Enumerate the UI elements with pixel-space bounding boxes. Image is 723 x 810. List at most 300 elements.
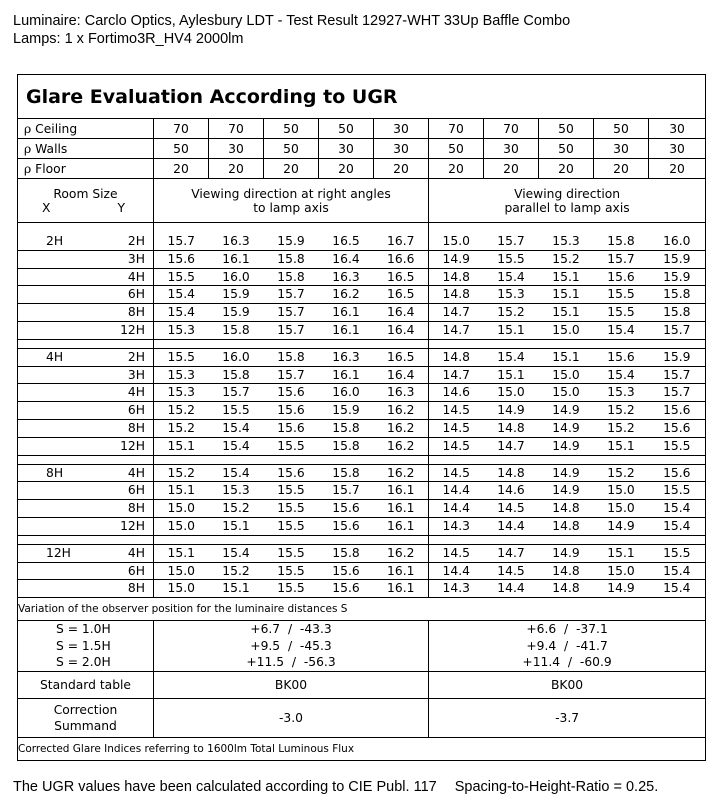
ugr-value: 15.2 bbox=[209, 562, 264, 580]
spacer-cell bbox=[154, 455, 429, 464]
ugr-value: 15.7 bbox=[649, 321, 706, 339]
ugr-value: 15.6 bbox=[319, 562, 374, 580]
ugr-value: 15.9 bbox=[209, 286, 264, 304]
ugr-value: 16.2 bbox=[374, 544, 429, 562]
ugr-value: 15.1 bbox=[484, 366, 539, 384]
ugr-value: 14.5 bbox=[429, 437, 484, 455]
ugr-value: 15.5 bbox=[264, 437, 319, 455]
ugr-value: 15.6 bbox=[649, 402, 706, 420]
room-y-cell: 4H bbox=[86, 544, 154, 562]
ugr-value: 15.6 bbox=[264, 464, 319, 482]
ugr-value: 15.6 bbox=[319, 500, 374, 518]
ugr-value: 15.9 bbox=[209, 304, 264, 322]
ugr-row bbox=[18, 437, 706, 455]
ugr-value: 14.8 bbox=[484, 419, 539, 437]
ugr-row bbox=[18, 384, 706, 402]
ugr-value: 15.3 bbox=[594, 384, 649, 402]
ugr-row bbox=[18, 321, 706, 339]
reflectance-value: 30 bbox=[319, 139, 374, 159]
room-x-cell bbox=[18, 517, 86, 535]
ugr-value: 15.5 bbox=[594, 304, 649, 322]
spacer-cell bbox=[18, 455, 154, 464]
ugr-value: 15.1 bbox=[539, 304, 594, 322]
ugr-value: 14.9 bbox=[539, 464, 594, 482]
correction-row bbox=[18, 698, 706, 737]
ugr-value: 16.1 bbox=[319, 304, 374, 322]
ugr-value: 15.3 bbox=[154, 321, 209, 339]
ugr-value: 15.4 bbox=[594, 321, 649, 339]
reflectance-value: 20 bbox=[264, 159, 319, 179]
x-label: X bbox=[42, 200, 51, 215]
ugr-value: 15.0 bbox=[429, 223, 484, 251]
reflectance-value: 50 bbox=[319, 119, 374, 139]
room-y-cell: 3H bbox=[86, 366, 154, 384]
ugr-value: 15.2 bbox=[594, 402, 649, 420]
ugr-value: 15.7 bbox=[264, 366, 319, 384]
ugr-value: 15.0 bbox=[154, 562, 209, 580]
ugr-value: 15.8 bbox=[319, 419, 374, 437]
ugr-value: 15.2 bbox=[209, 500, 264, 518]
ugr-value: 15.0 bbox=[539, 384, 594, 402]
variation-row bbox=[18, 621, 706, 672]
reflectance-value: 30 bbox=[594, 139, 649, 159]
ugr-value: 16.2 bbox=[374, 419, 429, 437]
ugr-value: 14.6 bbox=[484, 482, 539, 500]
ugr-value: 15.0 bbox=[539, 321, 594, 339]
ugr-value: 15.6 bbox=[594, 348, 649, 366]
variation-right-values bbox=[154, 621, 429, 672]
ugr-value: 16.0 bbox=[649, 223, 706, 251]
ugr-value: 15.6 bbox=[319, 517, 374, 535]
ugr-value: 14.5 bbox=[429, 402, 484, 420]
reflectance-name: Walls bbox=[35, 141, 68, 156]
reflectance-value: 70 bbox=[429, 119, 484, 139]
room-x-cell bbox=[18, 482, 86, 500]
ugr-value: 14.7 bbox=[429, 321, 484, 339]
room-y-cell: 12H bbox=[86, 321, 154, 339]
ugr-value: 15.0 bbox=[154, 580, 209, 598]
ugr-value: 15.4 bbox=[484, 348, 539, 366]
ugr-value: 14.8 bbox=[539, 580, 594, 598]
variation-parallel: +6.6 / -37.1 bbox=[526, 622, 608, 637]
footer-cie-text: The UGR values have been calculated according to CIE Publ. 117 bbox=[13, 779, 437, 795]
reflectance-value: 30 bbox=[649, 119, 706, 139]
ugr-value: 15.7 bbox=[649, 384, 706, 402]
ugr-value: 15.1 bbox=[539, 286, 594, 304]
ugr-value: 15.4 bbox=[649, 562, 706, 580]
variation-parallel-values bbox=[429, 621, 706, 672]
room-y-cell: 6H bbox=[86, 286, 154, 304]
room-x-cell bbox=[18, 437, 86, 455]
ugr-value: 14.9 bbox=[484, 402, 539, 420]
ugr-value: 15.8 bbox=[594, 223, 649, 251]
reflectance-value: 50 bbox=[539, 139, 594, 159]
viewing-right-angles-label: Viewing direction at right angles to lamp axis bbox=[191, 186, 391, 215]
section-spacer bbox=[18, 535, 706, 544]
room-x-cell bbox=[18, 286, 86, 304]
ugr-value: 16.0 bbox=[209, 348, 264, 366]
ugr-value: 15.5 bbox=[649, 437, 706, 455]
reflectance-value: 20 bbox=[594, 159, 649, 179]
ugr-value: 15.4 bbox=[594, 366, 649, 384]
ugr-value: 15.4 bbox=[209, 437, 264, 455]
room-y-cell: 8H bbox=[86, 580, 154, 598]
ugr-value: 15.7 bbox=[264, 286, 319, 304]
room-y-cell: 3H bbox=[86, 250, 154, 268]
ugr-value: 15.1 bbox=[484, 321, 539, 339]
luminaire-line: Luminaire: Carclo Optics, Aylesbury LDT - Test Result 12927-WHT 33Up Baffle Combo bbox=[13, 13, 571, 29]
ugr-value: 15.8 bbox=[209, 321, 264, 339]
room-x-cell: 4H bbox=[18, 348, 86, 366]
reflectance-name: Ceiling bbox=[35, 121, 78, 136]
correction-label bbox=[18, 698, 154, 737]
ugr-value: 15.1 bbox=[154, 482, 209, 500]
room-x-cell bbox=[18, 384, 86, 402]
ugr-value: 15.4 bbox=[649, 517, 706, 535]
reflectance-value: 20 bbox=[539, 159, 594, 179]
ugr-value: 16.3 bbox=[374, 384, 429, 402]
variation-note-row bbox=[18, 598, 706, 621]
ugr-value: 15.1 bbox=[539, 348, 594, 366]
room-y-cell: 4H bbox=[86, 268, 154, 286]
reflectance-value: 70 bbox=[209, 119, 264, 139]
room-x-cell bbox=[18, 250, 86, 268]
room-y-cell: 12H bbox=[86, 437, 154, 455]
ugr-value: 16.1 bbox=[374, 482, 429, 500]
ugr-value: 15.7 bbox=[209, 384, 264, 402]
ugr-value: 15.1 bbox=[539, 268, 594, 286]
ugr-value: 15.2 bbox=[594, 464, 649, 482]
ugr-value: 16.3 bbox=[319, 348, 374, 366]
ugr-value: 15.4 bbox=[484, 268, 539, 286]
reflectance-value: 50 bbox=[264, 139, 319, 159]
room-y-cell: 2H bbox=[86, 348, 154, 366]
ugr-value: 15.7 bbox=[154, 223, 209, 251]
ugr-table bbox=[17, 74, 706, 761]
ugr-value: 15.6 bbox=[649, 419, 706, 437]
ugr-value: 14.5 bbox=[484, 500, 539, 518]
reflectance-value: 30 bbox=[649, 139, 706, 159]
ugr-value: 16.5 bbox=[374, 268, 429, 286]
room-y-cell: 6H bbox=[86, 402, 154, 420]
ugr-value: 14.9 bbox=[539, 419, 594, 437]
ugr-value: 16.2 bbox=[319, 286, 374, 304]
reflectance-value: 70 bbox=[484, 119, 539, 139]
ugr-value: 16.1 bbox=[319, 366, 374, 384]
room-x-cell: 2H bbox=[18, 223, 86, 251]
ugr-row bbox=[18, 223, 706, 251]
viewing-header-row bbox=[18, 179, 706, 223]
room-x-cell bbox=[18, 321, 86, 339]
room-y-cell: 6H bbox=[86, 562, 154, 580]
ugr-value: 16.6 bbox=[374, 250, 429, 268]
ugr-value: 16.1 bbox=[374, 562, 429, 580]
ugr-value: 16.1 bbox=[319, 321, 374, 339]
room-y-cell: 6H bbox=[86, 482, 154, 500]
ugr-value: 16.2 bbox=[374, 402, 429, 420]
ugr-value: 15.6 bbox=[319, 580, 374, 598]
ugr-value: 15.5 bbox=[649, 544, 706, 562]
ugr-value: 14.8 bbox=[429, 268, 484, 286]
ugr-value: 15.6 bbox=[264, 402, 319, 420]
variation-right: +9.5 / -45.3 bbox=[250, 638, 332, 653]
reflectance-name: Floor bbox=[35, 161, 66, 176]
room-x-cell bbox=[18, 304, 86, 322]
ugr-value: 15.1 bbox=[209, 580, 264, 598]
ugr-value: 14.8 bbox=[539, 500, 594, 518]
ugr-value: 15.7 bbox=[264, 304, 319, 322]
ugr-value: 15.0 bbox=[594, 482, 649, 500]
ugr-value: 14.7 bbox=[484, 437, 539, 455]
ugr-value: 15.9 bbox=[319, 402, 374, 420]
ugr-value: 15.0 bbox=[484, 384, 539, 402]
rho-symbol: ρ bbox=[24, 121, 32, 136]
ugr-value: 15.4 bbox=[154, 286, 209, 304]
reflectance-value: 70 bbox=[154, 119, 209, 139]
ugr-value: 14.5 bbox=[429, 544, 484, 562]
ugr-value: 15.8 bbox=[319, 464, 374, 482]
ugr-value: 15.1 bbox=[594, 437, 649, 455]
ugr-value: 15.2 bbox=[484, 304, 539, 322]
ugr-value: 15.5 bbox=[264, 500, 319, 518]
ugr-value: 15.0 bbox=[154, 517, 209, 535]
ugr-value: 15.2 bbox=[539, 250, 594, 268]
ugr-value: 15.1 bbox=[154, 544, 209, 562]
room-size-header bbox=[18, 179, 154, 223]
ugr-value: 15.1 bbox=[594, 544, 649, 562]
ugr-value: 14.7 bbox=[484, 544, 539, 562]
ugr-value: 15.2 bbox=[154, 464, 209, 482]
rho-symbol: ρ bbox=[24, 161, 32, 176]
ugr-row bbox=[18, 544, 706, 562]
room-y-cell: 2H bbox=[86, 223, 154, 251]
ugr-value: 15.5 bbox=[154, 348, 209, 366]
room-x-cell bbox=[18, 419, 86, 437]
ugr-value: 15.5 bbox=[264, 517, 319, 535]
ugr-value: 16.0 bbox=[319, 384, 374, 402]
room-x-cell: 12H bbox=[18, 544, 86, 562]
ugr-value: 16.5 bbox=[374, 348, 429, 366]
s-label: S = 2.0H bbox=[56, 655, 111, 670]
ugr-value: 15.2 bbox=[154, 402, 209, 420]
room-size-xy bbox=[18, 201, 153, 215]
ugr-value: 16.7 bbox=[374, 223, 429, 251]
ugr-value: 15.0 bbox=[154, 500, 209, 518]
correction-parallel: -3.7 bbox=[429, 698, 706, 737]
reflectance-row bbox=[18, 139, 706, 159]
ugr-value: 15.6 bbox=[594, 268, 649, 286]
ugr-row bbox=[18, 250, 706, 268]
ugr-value: 15.9 bbox=[264, 223, 319, 251]
reflectance-value: 20 bbox=[649, 159, 706, 179]
ugr-value: 15.9 bbox=[649, 250, 706, 268]
ugr-row bbox=[18, 580, 706, 598]
ugr-value: 15.5 bbox=[209, 402, 264, 420]
ugr-value: 15.3 bbox=[209, 482, 264, 500]
s-label: S = 1.5H bbox=[56, 638, 111, 653]
room-x-cell bbox=[18, 580, 86, 598]
ugr-value: 15.4 bbox=[209, 464, 264, 482]
ugr-value: 14.9 bbox=[594, 517, 649, 535]
s-labels bbox=[18, 621, 154, 672]
ugr-value: 15.9 bbox=[649, 348, 706, 366]
rho-symbol: ρ bbox=[24, 141, 32, 156]
ugr-value: 14.9 bbox=[539, 544, 594, 562]
ugr-value: 15.2 bbox=[154, 419, 209, 437]
room-y-cell: 4H bbox=[86, 384, 154, 402]
standard-table-row bbox=[18, 671, 706, 698]
reflectance-value: 20 bbox=[319, 159, 374, 179]
ugr-value: 16.0 bbox=[209, 268, 264, 286]
ugr-value: 14.9 bbox=[539, 402, 594, 420]
footer-note bbox=[13, 779, 658, 795]
ugr-value: 15.3 bbox=[154, 366, 209, 384]
spacer-cell bbox=[18, 339, 154, 348]
ugr-value: 16.3 bbox=[319, 268, 374, 286]
ugr-row bbox=[18, 286, 706, 304]
ugr-value: 15.5 bbox=[594, 286, 649, 304]
ugr-value: 15.1 bbox=[209, 517, 264, 535]
reflectance-value: 30 bbox=[209, 139, 264, 159]
ugr-value: 15.8 bbox=[319, 437, 374, 455]
ugr-value: 14.9 bbox=[429, 250, 484, 268]
reflectance-value: 50 bbox=[264, 119, 319, 139]
ugr-value: 16.5 bbox=[374, 286, 429, 304]
ugr-row bbox=[18, 348, 706, 366]
ugr-value: 14.8 bbox=[429, 286, 484, 304]
room-y-cell: 8H bbox=[86, 500, 154, 518]
room-x-cell bbox=[18, 366, 86, 384]
ugr-row bbox=[18, 402, 706, 420]
room-y-cell: 8H bbox=[86, 419, 154, 437]
reflectance-value: 30 bbox=[484, 139, 539, 159]
spacer-cell bbox=[18, 535, 154, 544]
room-y-cell: 8H bbox=[86, 304, 154, 322]
ugr-row bbox=[18, 366, 706, 384]
ugr-row bbox=[18, 464, 706, 482]
ugr-value: 14.3 bbox=[429, 517, 484, 535]
ugr-value: 14.7 bbox=[429, 366, 484, 384]
ugr-row bbox=[18, 500, 706, 518]
ugr-value: 15.5 bbox=[154, 268, 209, 286]
spacer-cell bbox=[429, 535, 706, 544]
reflectance-row bbox=[18, 119, 706, 139]
corrected-note: Corrected Glare Indices referring to 1600lm Total Luminous Flux bbox=[18, 737, 706, 760]
reflectance-value: 20 bbox=[374, 159, 429, 179]
ugr-value: 14.8 bbox=[484, 464, 539, 482]
reflectance-value: 50 bbox=[594, 119, 649, 139]
reflectance-label bbox=[18, 139, 154, 159]
reflectance-row bbox=[18, 159, 706, 179]
spacer-cell bbox=[429, 339, 706, 348]
ugr-value: 15.5 bbox=[264, 562, 319, 580]
ugr-value: 15.9 bbox=[649, 268, 706, 286]
ugr-value: 15.8 bbox=[649, 286, 706, 304]
ugr-row bbox=[18, 562, 706, 580]
room-y-cell: 4H bbox=[86, 464, 154, 482]
spacer-cell bbox=[154, 339, 429, 348]
standard-table-parallel: BK00 bbox=[429, 671, 706, 698]
ugr-value: 15.5 bbox=[264, 544, 319, 562]
ugr-value: 15.5 bbox=[264, 580, 319, 598]
ugr-value: 15.8 bbox=[649, 304, 706, 322]
footer-ratio: Spacing-to-Height-Ratio = 0.25. bbox=[454, 779, 659, 795]
variation-right: +6.7 / -43.3 bbox=[250, 622, 332, 637]
table-title: Glare Evaluation According to UGR bbox=[18, 75, 706, 119]
ugr-value: 14.5 bbox=[429, 419, 484, 437]
viewing-parallel-header bbox=[429, 179, 706, 223]
ugr-value: 15.5 bbox=[484, 250, 539, 268]
room-x-cell bbox=[18, 500, 86, 518]
ugr-value: 15.5 bbox=[649, 482, 706, 500]
viewing-right-angles-header bbox=[154, 179, 429, 223]
room-x-cell bbox=[18, 402, 86, 420]
spacer-cell bbox=[154, 535, 429, 544]
ugr-row bbox=[18, 304, 706, 322]
ugr-value: 15.7 bbox=[319, 482, 374, 500]
ugr-value: 14.9 bbox=[539, 482, 594, 500]
ugr-value: 15.6 bbox=[264, 419, 319, 437]
ugr-value: 14.3 bbox=[429, 580, 484, 598]
room-size-label: Room Size bbox=[53, 186, 118, 201]
spacer-cell bbox=[429, 455, 706, 464]
standard-table-label: Standard table bbox=[18, 671, 154, 698]
reflectance-value: 20 bbox=[209, 159, 264, 179]
ugr-value: 15.7 bbox=[649, 366, 706, 384]
ugr-value: 15.0 bbox=[594, 500, 649, 518]
ugr-value: 15.7 bbox=[264, 321, 319, 339]
corrected-note-row bbox=[18, 737, 706, 760]
ugr-value: 14.5 bbox=[429, 464, 484, 482]
ugr-value: 16.1 bbox=[209, 250, 264, 268]
ugr-value: 15.7 bbox=[484, 223, 539, 251]
reflectance-label bbox=[18, 159, 154, 179]
correction-label-text: Correction Summand bbox=[53, 702, 118, 733]
ugr-value: 15.6 bbox=[649, 464, 706, 482]
ugr-value: 16.2 bbox=[374, 437, 429, 455]
ugr-value: 16.1 bbox=[374, 580, 429, 598]
ugr-value: 16.1 bbox=[374, 500, 429, 518]
ugr-value: 14.4 bbox=[429, 562, 484, 580]
ugr-value: 14.6 bbox=[429, 384, 484, 402]
ugr-value: 16.2 bbox=[374, 464, 429, 482]
reflectance-value: 30 bbox=[374, 139, 429, 159]
ugr-value: 14.8 bbox=[429, 348, 484, 366]
ugr-value: 15.4 bbox=[649, 580, 706, 598]
ugr-value: 14.4 bbox=[429, 482, 484, 500]
reflectance-value: 20 bbox=[429, 159, 484, 179]
correction-right: -3.0 bbox=[154, 698, 429, 737]
ugr-value: 14.8 bbox=[539, 517, 594, 535]
ugr-value: 15.3 bbox=[154, 384, 209, 402]
ugr-value: 15.4 bbox=[649, 500, 706, 518]
ugr-value: 15.2 bbox=[594, 419, 649, 437]
ugr-value: 15.8 bbox=[209, 366, 264, 384]
ugr-value: 14.4 bbox=[429, 500, 484, 518]
ugr-value: 14.5 bbox=[484, 562, 539, 580]
ugr-value: 15.8 bbox=[264, 250, 319, 268]
reflectance-value: 50 bbox=[429, 139, 484, 159]
ugr-value: 15.0 bbox=[539, 366, 594, 384]
reflectance-value: 50 bbox=[539, 119, 594, 139]
ugr-row bbox=[18, 517, 706, 535]
variation-parallel: +11.4 / -60.9 bbox=[522, 655, 612, 670]
ugr-value: 14.7 bbox=[429, 304, 484, 322]
ugr-value: 15.4 bbox=[154, 304, 209, 322]
ugr-value: 14.8 bbox=[539, 562, 594, 580]
ugr-value: 15.4 bbox=[209, 544, 264, 562]
viewing-parallel-label: Viewing direction parallel to lamp axis bbox=[504, 186, 630, 215]
